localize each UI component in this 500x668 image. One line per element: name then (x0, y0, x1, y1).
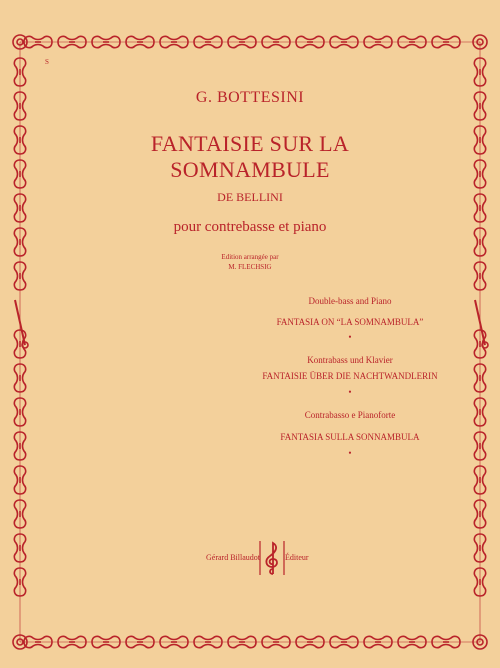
edition-credit: Edition arrangée par (221, 253, 279, 261)
english-instrumentation: Double-bass and Piano (308, 296, 392, 306)
arranger-name: M. FLECHSIG (228, 263, 272, 271)
german-title: FANTAISIE ÜBER DIE NACHTWANDLERIN (262, 371, 438, 381)
corner-mark: S (45, 58, 49, 66)
instrumentation: pour contrebasse et piano (173, 219, 327, 235)
treble-clef-logo-icon (258, 540, 286, 576)
composer-name: G. BOTTESINI (195, 89, 305, 106)
italian-title: FANTASIA SULLA SONNAMBULA (280, 432, 420, 442)
german-instrumentation: Kontrabass und Klavier (307, 355, 393, 365)
bullet-separator: • (348, 387, 352, 397)
publisher-name: Gérard Billaudot (206, 553, 260, 562)
bullet-separator: • (348, 332, 352, 342)
subtitle: DE BELLINI (217, 190, 283, 204)
italian-instrumentation: Contrabasso e Pianoforte (304, 410, 396, 420)
publisher-role: Éditeur (285, 553, 309, 562)
bullet-separator: • (348, 448, 352, 458)
title-line-1: FANTAISIE SUR LA (150, 131, 350, 156)
english-title: FANTASIA ON “LA SOMNAMBULA” (276, 317, 424, 327)
title-line-2: SOMNAMBULE (170, 157, 330, 182)
